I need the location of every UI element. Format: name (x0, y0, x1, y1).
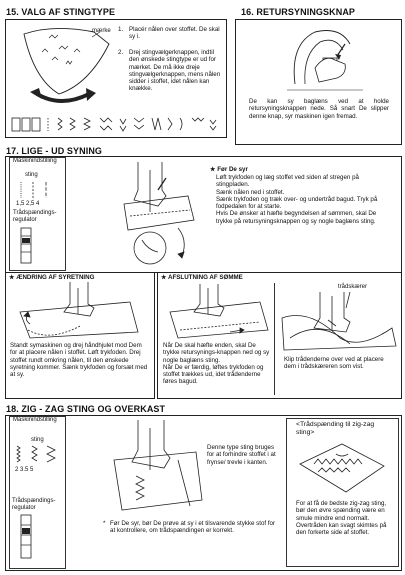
change-text: Standt symaskinen og drej håndhjulet mod Dem for at placere nålen i stoffet. Løft trykfoden. Drej stoffet rundt omkring nålen, til den ønskede syretning kommer. Sænk trykfoden og forsæt med at sy. (10, 342, 148, 379)
sting-values: 1,5 2,5 4 (16, 201, 40, 207)
finish-text-left: Når De skal hæfte enden, skal De trykke retursynings-knappen ned og sy nogle baglæns sting. Når De er færdig, løftes trykfoden og stoffet trækkes ud, idet trådenderne føres bagud. (163, 342, 270, 386)
tension-dial-icon-18 (20, 515, 34, 559)
sec16-title: 16. RETURSYNINGSKNAP (241, 7, 356, 17)
marker-label: mærke (92, 28, 111, 34)
zigzag-fabric-sample (296, 442, 388, 494)
reverse-button-illustration (285, 24, 365, 96)
sting-values-18: 2 3.5 5 (15, 467, 34, 473)
test-text: Før De syr, bør De prøve at sy i et tilsvarende stykke stof for at kontrollere, om trådspændingen er korrekt. (110, 520, 276, 535)
sec15-title: 15. VALG AF STINGTYPE (6, 7, 116, 17)
sting-label: sting (25, 172, 38, 178)
sec18-title: 18. ZIG - ZAG STING OG OVERKAST (6, 404, 166, 414)
step1-number: 1. (118, 26, 124, 33)
before-title-row (210, 166, 390, 173)
note-star-icon: * (103, 520, 106, 527)
before-title: Før De syr (217, 166, 248, 173)
stitch-pattern-strip (10, 116, 222, 134)
zigzag-foot-illustration (108, 420, 204, 514)
star-icon: ★ (161, 274, 169, 281)
sec16-text: De kan sy baglæns ved at holde retursyningsknappen nede. Så snart De slipper denne knap, syr maskinen igen fremad. (249, 98, 389, 120)
change-title-row (9, 274, 94, 281)
tension-label-18: Trådspændings- regulator (12, 498, 56, 511)
tension-label: Trådspændings- regulator (13, 210, 57, 223)
finish-title-row (161, 274, 243, 281)
finish-title: AFSLUTNING AF SØMME (168, 274, 243, 281)
tension-dial-icon (20, 228, 34, 264)
star-icon: ★ (210, 166, 218, 173)
step2-number: 2. (118, 49, 124, 56)
machine-setting-label: Maskinindstilling (13, 158, 57, 164)
zigzag-stitch-samples (14, 446, 60, 466)
fabric-text: Denne type sting bruges for at forhindre stoffet i at frynse/ trevle i kanten. (207, 444, 276, 466)
star-icon: ★ (9, 274, 17, 281)
change-title: ÆNDRING AF SYRETNING (16, 274, 95, 281)
finish-divider (274, 283, 275, 395)
step1-text: Placér nålen over stoffet. De skal sy i. (129, 26, 220, 41)
presser-foot-illustration (118, 160, 198, 268)
pivot-fabric-illustration (20, 282, 140, 340)
straight-stitch-samples (16, 182, 56, 200)
before-text: Løft trykfoden og læg stoffet ved siden af stregen på stingpladen. Sænk nålen ned i stoffet. Sænk trykfoden og træk over- og undertråd bagud. Tryk på fodpedalen for at starte. Hvis De ønsker at hæfte begyndelsen af sømmen, skal De trykke på retursyningsknappen og sy nogle baglæns sting. (216, 174, 378, 225)
cutter-label: trådskærer (338, 284, 368, 290)
stitch-dial-illustration (14, 24, 114, 114)
zz-text: For at få de bedste zig-zag sting, bør den øvre spænding være en smule mindre end normalt. Overtråden kan svagt skimtes på den forkerte side af stoffet. (296, 500, 387, 537)
finish-text-right: Klip trådenderne over ved at placere dem i trådskæreren som vist. (284, 356, 384, 371)
machine-setting-label-18: Maskinindstilling (13, 417, 57, 423)
sting-label-18: sting (31, 437, 44, 443)
zz-title: <Trådspænding til zig-zag sting> (296, 421, 375, 436)
thread-cutter-illustration (280, 288, 396, 352)
reverse-stitch-fabric-illustration (170, 284, 270, 340)
sec17-title: 17. LIGE - UD SYNING (6, 146, 103, 156)
step2-text: Drej stingvælgerknappen, indtil den ønskede stingtype er ud for mærket. De må ikke dreje stingvælgerknappen, mens nålen sidder i stoffet, idet nålen kan knække. (129, 49, 221, 93)
